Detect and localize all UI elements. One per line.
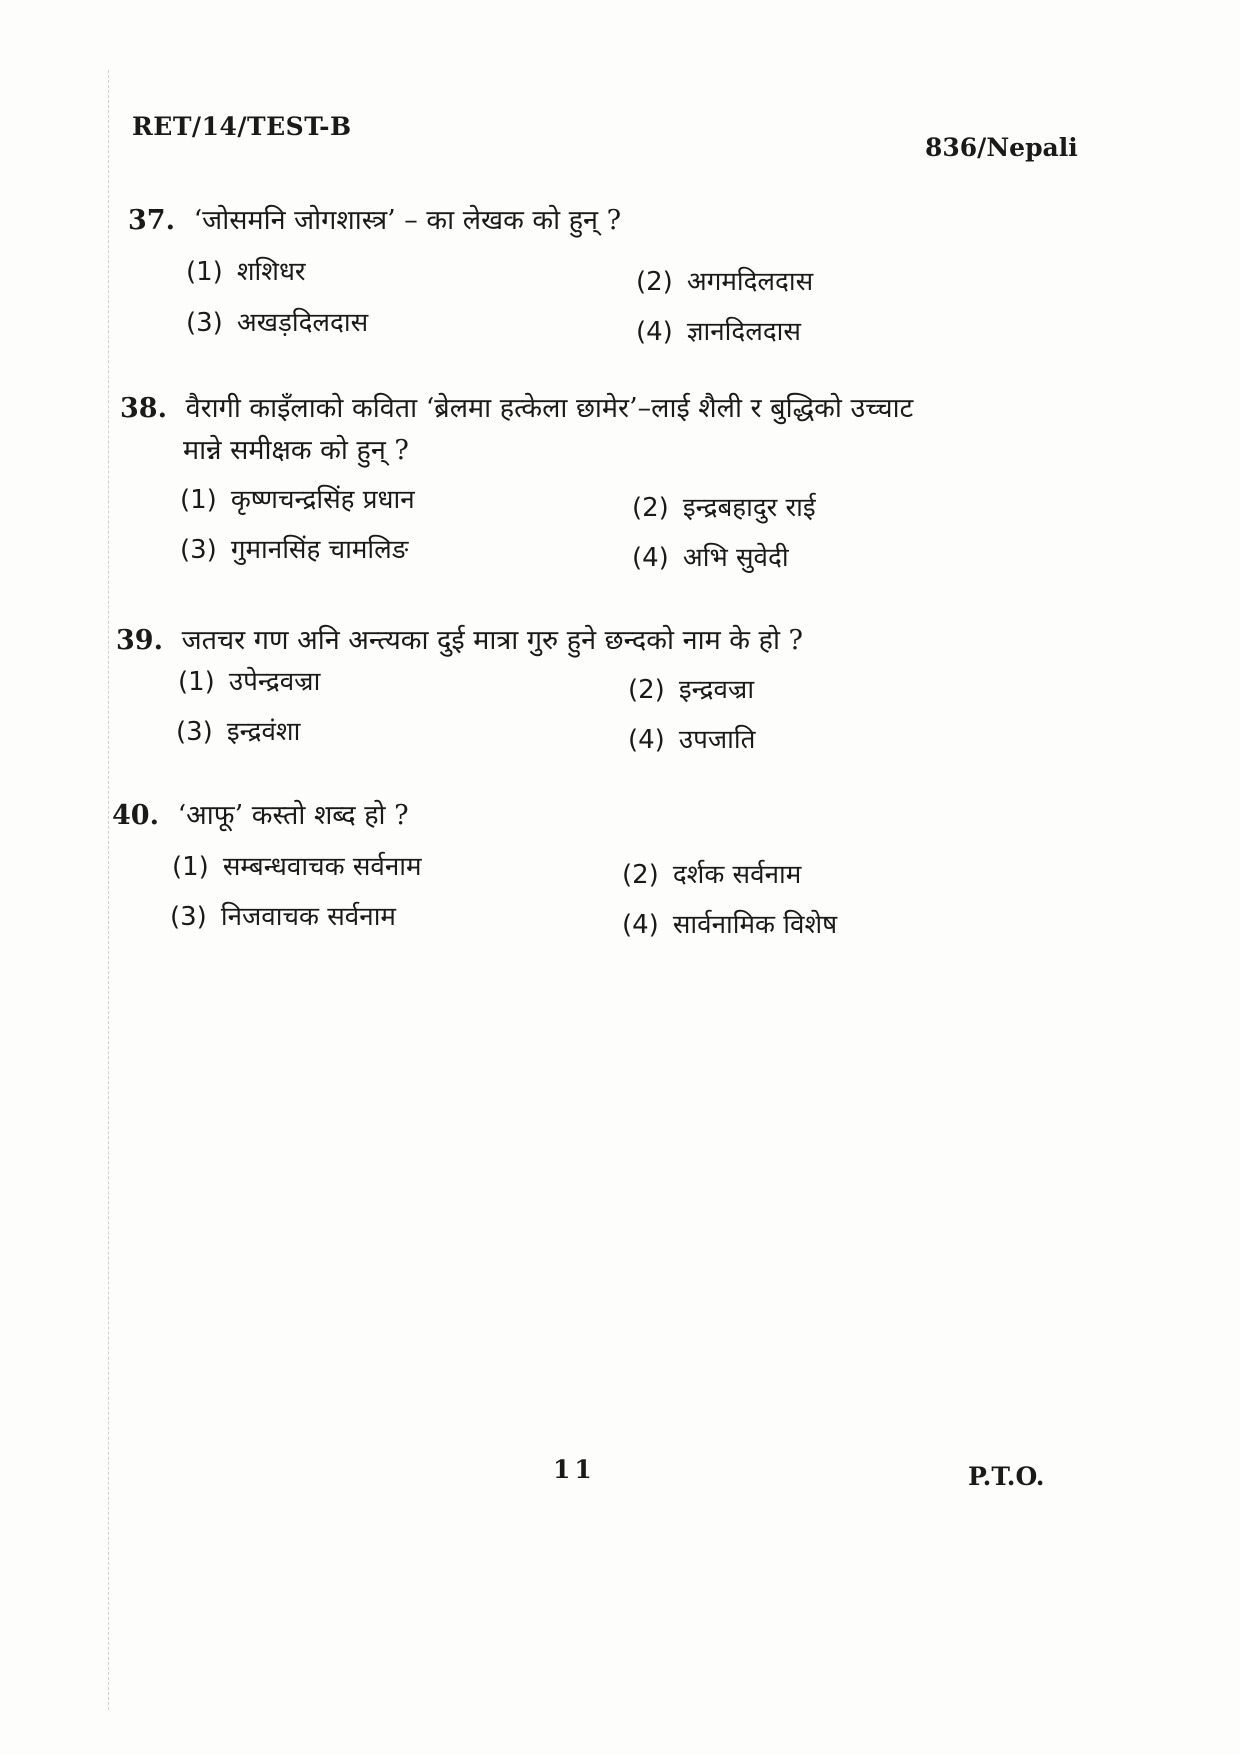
exam-code: RET/14/TEST-B — [132, 112, 352, 141]
option-1 — [186, 252, 306, 288]
option-number: (4) — [632, 543, 669, 573]
option-text: ज्ञानदिलदास — [686, 317, 801, 347]
option-2 — [622, 855, 801, 891]
option-text: अगमदिलदास — [686, 267, 814, 297]
option-4 — [622, 905, 837, 941]
option-number: (2) — [636, 267, 673, 297]
page-edge-line — [108, 70, 109, 1710]
question-line — [120, 388, 913, 425]
option-2 — [628, 670, 754, 706]
option-number: (1) — [178, 667, 215, 697]
option-number: (3) — [180, 535, 217, 565]
option-number: (4) — [622, 910, 659, 940]
option-number: (3) — [170, 902, 207, 932]
option-text: गुमानसिंह चामलिङ — [230, 535, 409, 565]
question-number: 38. — [120, 393, 167, 424]
paper-code: 836/Nepali — [925, 133, 1078, 162]
option-number: (4) — [628, 725, 665, 755]
option-number: (4) — [636, 317, 673, 347]
option-4 — [628, 720, 755, 756]
option-text: इन्द्रवंशा — [226, 717, 301, 747]
option-text: दर्शक सर्वनाम — [672, 860, 802, 890]
question-line — [116, 620, 803, 657]
option-text: सार्वनामिक विशेष — [672, 910, 838, 940]
question-number: 40. — [112, 800, 159, 831]
option-1 — [172, 847, 422, 883]
option-number: (1) — [186, 257, 223, 287]
option-number: (2) — [628, 675, 665, 705]
question-line — [112, 795, 409, 832]
option-number: (3) — [186, 308, 223, 338]
option-1 — [178, 662, 320, 698]
option-text: इन्द्रबहादुर राई — [682, 493, 816, 523]
please-turn-over: P.T.O. — [968, 1462, 1045, 1491]
question-number: 39. — [116, 625, 163, 656]
option-text: निजवाचक सर्वनाम — [220, 902, 396, 932]
option-2 — [636, 262, 813, 298]
question-line — [128, 200, 621, 237]
option-number: (1) — [180, 485, 217, 515]
option-2 — [632, 488, 816, 524]
option-number: (2) — [632, 493, 669, 523]
question-text: ‘जोसमनि जोगशास्त्र’ – का लेखक को हुन् ? — [193, 205, 622, 236]
option-1 — [180, 480, 415, 516]
option-3 — [180, 530, 408, 566]
question-text: ‘आफू’ कस्तो शब्द हो ? — [177, 800, 409, 831]
question-text: वैरागी काइँलाको कविता ‘ब्रेलमा हत्केला छामेर’–लाई शैली र बुद्धिको उच्चाट — [185, 393, 914, 424]
question-text: मान्ने समीक्षक को हुन् ? — [183, 435, 409, 466]
option-text: सम्बन्धवाचक सर्वनाम — [222, 852, 422, 882]
option-text: उपेन्द्रवज्रा — [228, 667, 321, 697]
option-3 — [186, 303, 368, 339]
option-text: अभि सुवेदी — [682, 543, 789, 573]
option-3 — [170, 897, 396, 933]
option-text: उपजाति — [678, 725, 756, 755]
option-text: इन्द्रवज्रा — [678, 675, 755, 705]
option-text: अखड़दिलदास — [236, 308, 369, 338]
option-4 — [636, 312, 801, 348]
option-text: शशिधर — [236, 257, 306, 287]
question-line-continued — [183, 430, 409, 467]
option-text: कृष्णचन्द्रसिंह प्रधान — [230, 485, 415, 515]
option-number: (2) — [622, 860, 659, 890]
option-4 — [632, 538, 789, 574]
option-number: (1) — [172, 852, 209, 882]
question-text: जतचर गण अनि अन्त्यका दुई मात्रा गुरु हुने छन्दको नाम के हो ? — [181, 625, 803, 656]
option-3 — [176, 712, 300, 748]
page-number: 11 — [553, 1455, 596, 1484]
question-number: 37. — [128, 205, 175, 236]
option-number: (3) — [176, 717, 213, 747]
